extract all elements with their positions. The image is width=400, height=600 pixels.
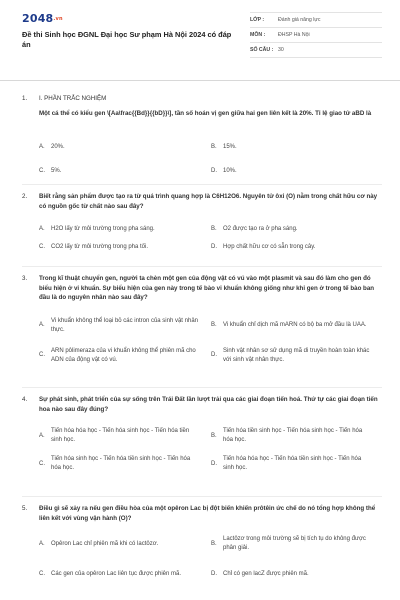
meta-label: SỐ CÂU : <box>250 47 274 53</box>
option-text: Các gen của opêron Lac liên tục được phiên mã. <box>51 570 182 577</box>
option-letter: C. <box>39 460 45 467</box>
option-letter: C. <box>39 570 45 577</box>
question-number <box>22 109 39 119</box>
page-title: Đề thi Sinh học ĐGNL Đại học Sư phạm Hà Nội 2024 có đáp án <box>22 30 232 49</box>
option-letter: A. <box>39 540 45 547</box>
option-letter: A. <box>39 432 45 439</box>
option-text: 5%. <box>51 168 62 175</box>
option-text: Tiến hóa tiền sinh học - Tiến hóa sinh học - Tiến hóa hóa học. <box>223 428 363 444</box>
answer-option-b[interactable] <box>211 311 383 341</box>
option-letter: B. <box>211 225 217 232</box>
meta-label: LỚP : <box>250 17 265 23</box>
answer-option-a[interactable] <box>39 311 211 341</box>
answer-options <box>39 422 382 478</box>
option-text: Tiến hóa sinh học - Tiến hóa tiền sinh học - Tiến hóa hóa học. <box>51 456 191 472</box>
option-text: Sinh vật nhân sơ sử dụng mã di truyền hoàn toàn khác với sinh vật nhân thực. <box>223 347 370 363</box>
option-text: H2O lấy từ môi trường trong pha sáng. <box>51 225 155 232</box>
exam-meta-table <box>250 12 382 58</box>
option-letter: C. <box>39 243 45 250</box>
answer-option-b[interactable] <box>211 422 383 450</box>
option-letter: A. <box>39 144 45 151</box>
meta-value: ĐHSP Hà Nội <box>278 32 310 38</box>
question-stem <box>22 504 382 523</box>
section-heading <box>22 95 106 102</box>
header-divider <box>0 80 400 81</box>
question-number: 2. <box>22 193 28 200</box>
option-letter: A. <box>39 225 45 232</box>
option-letter: D. <box>211 460 217 467</box>
document-header <box>22 12 382 72</box>
meta-row-class <box>250 13 382 28</box>
option-text: Chỉ có gen lacZ được phiên mã. <box>223 570 309 577</box>
option-text: Vi khuẩn không thể loại bỏ các intron của sinh vật nhân thực. <box>51 317 198 333</box>
answer-option-d[interactable] <box>211 341 383 371</box>
answer-option-c[interactable] <box>39 559 211 589</box>
question-number: 5. <box>22 505 28 512</box>
answer-option-c[interactable] <box>39 450 211 478</box>
option-letter: B. <box>211 540 217 547</box>
option-text: CO2 lấy từ môi trường trong pha tối. <box>51 243 149 250</box>
answer-option-b[interactable] <box>211 220 383 238</box>
option-text: ARN pôlimeraza của vi khuẩn không thể phiên mã cho ADN của động vật có vú. <box>51 347 196 363</box>
answer-options <box>39 220 382 256</box>
option-text: 15%. <box>223 144 237 151</box>
question-stem <box>22 274 382 303</box>
logo-suffix: .vn <box>53 16 63 22</box>
question-divider <box>22 496 382 497</box>
question-text: Điều gì sẽ xảy ra nếu gen điều hòa của một opêron Lac bị đột biến khiến prôtêin ức chế do nó tổng hợp không thể liên kết với vùng vận hành (O)? <box>39 505 376 522</box>
question-stem <box>22 109 382 119</box>
answer-option-a[interactable] <box>39 220 211 238</box>
option-text: Tiến hóa hóa học - Tiến hóa sinh học - Tiến hóa tiền sinh học. <box>51 428 190 444</box>
question-stem <box>22 395 382 414</box>
option-text: 10%. <box>223 168 237 175</box>
question-text: Biết rằng sản phẩm được tạo ra từ quá trình quang hợp là C6H12O6. Nguyên tử ôxi (O) nằm trong chất hữu cơ này có nguồn gốc từ chất nào sau đây? <box>39 193 378 210</box>
option-letter: D. <box>211 243 217 250</box>
answer-option-d[interactable] <box>211 238 383 256</box>
answer-option-d[interactable] <box>211 450 383 478</box>
answer-option-c[interactable] <box>39 160 211 184</box>
question-2 <box>22 192 382 256</box>
meta-value: 30 <box>278 47 284 53</box>
answer-option-c[interactable] <box>39 238 211 256</box>
logo-main: 2048 <box>22 12 54 25</box>
answer-option-d[interactable] <box>211 160 383 184</box>
option-text: Tiến hóa hóa học - Tiến hóa tiền sinh học - Tiến hóa sinh học. <box>223 456 362 472</box>
meta-value: Đánh giá năng lực <box>278 17 321 23</box>
meta-row-subject <box>250 28 382 43</box>
meta-row-count <box>250 43 382 58</box>
option-letter: D. <box>211 570 217 577</box>
question-number: 4. <box>22 396 28 403</box>
answer-option-c[interactable] <box>39 341 211 371</box>
answer-options <box>39 311 382 371</box>
answer-option-b[interactable] <box>211 136 383 160</box>
answer-option-d[interactable] <box>211 559 383 589</box>
option-letter: B. <box>211 322 217 329</box>
option-text: Vi khuẩn chỉ dịch mã mARN có bộ ba mở đầu là UAA. <box>223 322 367 329</box>
question-1 <box>22 109 382 184</box>
option-text: Opêron Lac chỉ phiên mã khi có lactôzơ. <box>51 540 159 547</box>
answer-options <box>39 136 382 184</box>
option-letter: B. <box>211 144 217 151</box>
question-number: 3. <box>22 275 28 282</box>
option-text: O2 được tạo ra ở pha sáng. <box>223 225 298 232</box>
option-letter: B. <box>211 432 217 439</box>
question-5 <box>22 504 382 589</box>
answer-option-a[interactable] <box>39 136 211 160</box>
answer-option-b[interactable] <box>211 529 383 559</box>
section-number: 1. <box>22 95 28 102</box>
question-text: Sự phát sinh, phát triển của sự sống trên Trái Đất lần lượt trải qua các giai đoạn tiến hoá. Thứ tự các giai đoạn tiến hoa nào sau đây đúng? <box>39 396 378 413</box>
answer-option-a[interactable] <box>39 422 211 450</box>
option-letter: C. <box>39 352 45 359</box>
question-stem <box>22 192 382 211</box>
section-title: I. PHẦN TRẮC NGHIỆM <box>39 95 107 102</box>
answer-option-a[interactable] <box>39 529 211 559</box>
question-3 <box>22 274 382 371</box>
option-letter: D. <box>211 168 217 175</box>
option-text: 20%. <box>51 144 65 151</box>
option-text: Hợp chất hữu cơ có sẵn trong cây. <box>223 243 316 250</box>
answer-options <box>39 529 382 589</box>
question-divider <box>22 184 382 185</box>
option-letter: D. <box>211 352 217 359</box>
option-text: Lactôzơ trong môi trường sẽ bị tích tụ do không được phân giải. <box>223 536 366 552</box>
option-letter: A. <box>39 322 45 329</box>
question-divider <box>22 387 382 388</box>
question-text: Trong kĩ thuật chuyển gen, người ta chèn một gen của động vật có vú vào một plasmit và sau đó làm cho gen đó biểu hiện ở vi khuẩn. Sự biểu hiện của gen này trong tế bào vi khuẩn không giống như khi gen ở trong tế bào ban đầu là do nguyên nhân nào sau đây? <box>39 275 375 302</box>
question-4 <box>22 395 382 478</box>
question-text: Một cá thể có kiểu gen \[Aa\frac{{Bd}}{{bD}}\], tần số hoán vị gen giữa hai gen liên kết là 20%. Tỉ lệ giao tử aBD là <box>39 110 372 117</box>
option-letter: C. <box>39 168 45 175</box>
meta-label: MÔN : <box>250 32 266 38</box>
question-divider <box>22 266 382 267</box>
